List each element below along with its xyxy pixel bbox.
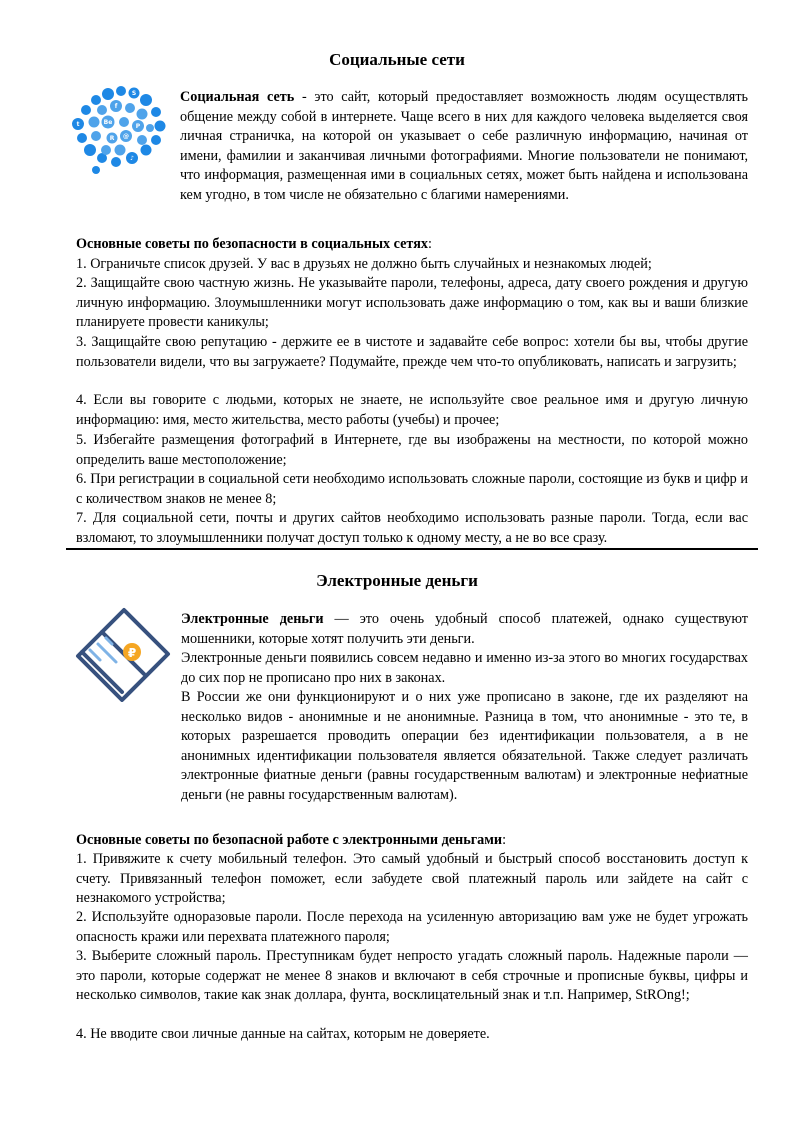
social-tip-5: 5. Избегайте размещения фотографий в Интернете, где вы изображены на местности, по которой можно определить ваше местоположение; — [76, 432, 748, 468]
social-tip-7: 7. Для социальной сети, почты и других сайтов необходимо использовать разные пароли. Тогда, если вас взломают, то злоумышленники получат доступ только к одному месту, а не во все сразу. — [76, 510, 748, 546]
section-divider — [66, 548, 758, 550]
money-intro-text: — это очень удобный способ платежей, однако существуют мошенники, которые хотят получить эти деньги. — [181, 611, 749, 647]
social-intro-term: Социальная сеть — [180, 89, 295, 105]
money-tip-4: 4. Не вводите свои личные данные на сайтах, которым не доверяете. — [76, 1026, 490, 1042]
money-para-2: Электронные деньги появились совсем недавно и именно из-за этого во многих государствах до сих пор не прописано про них в законах. — [181, 650, 748, 686]
money-tips-colon: : — [502, 832, 507, 848]
social-tips-colon: : — [428, 236, 432, 252]
svg-text:₽: ₽ — [127, 646, 137, 660]
social-tips-heading-line — [76, 235, 748, 255]
money-intro — [181, 610, 748, 649]
social-tips-heading: Основные советы по безопасности в социальных сетях — [76, 236, 428, 252]
money-tip-1: 1. Привяжите к счету мобильный телефон. Это самый удобный и быстрый способ восстановить доступ к счету. Привязанный телефон поможет, если забудете свой платежный пароль или зайдете на сайт с незнакомого устройства; — [76, 851, 748, 907]
social-intro-text: - это сайт, который предоставляет возможность людям осуществлять общение между собой в интернете. Чаще всего в них для каждого человека выделяется своя личная страничка, на которой он указывает о себе различную информацию, начиная от имени, фамилии и заканчивая личными фотографиями. Многие пользователи не понимают, что информация, размещенная ими в социальных сетях, может быть найдена и использована кем угодно, в том числе не обязательно с благими намерениями. — [180, 89, 748, 203]
svg-text:P: P — [135, 123, 141, 130]
money-tips-heading: Основные советы по безопасной работе с электронными деньгами — [76, 832, 503, 848]
svg-text:♪: ♪ — [130, 155, 134, 162]
svg-text:S: S — [131, 90, 137, 97]
social-tip-3: 3. Защищайте свою репутацию - держите ее в чистоте и задавайте себе вопрос: хотели бы вы, чтобы другие пользователи видели, что вы загружаете? Подумайте, прежде чем что-то опубликовать, написать и загрузить; — [76, 334, 748, 370]
social-tip-2: 2. Защищайте свою частную жизнь. Не указывайте пароли, телефоны, адреса, дату своего рождения и другую личную информацию. Злоумышленники могут использовать даже информацию о том, как вы и ваши близкие планируете провести каникулы; — [76, 275, 748, 331]
money-tip-3: 3. Выберите сложный пароль. Преступникам будет непросто угадать сложный пароль. Надежные пароли — это пароли, которые содержат не менее 8 знаков и включают в себя строчные и прописные буквы, цифры и несколько символов, такие как знак доллара, фунта, восклицательный знак и т.п. Например, StROng!; — [76, 948, 748, 1004]
social-tip-4: 4. Если вы говорите с людьми, которых не знаете, не используйте свое реальное имя и другую личную информацию: имя, место жительства, место работы (учебы) и прочее; — [76, 392, 748, 428]
electronic-money-card-icon — [72, 604, 172, 702]
money-tip-2: 2. Используйте одноразовые пароли. После перехода на усиленную авторизацию вам уже не будет угрожать опасность кражи или перехвата платежного пароля; — [76, 909, 748, 945]
svg-text:R: R — [109, 135, 115, 142]
svg-text:@: @ — [123, 133, 129, 140]
section-title-social: Социальные сети — [329, 50, 465, 69]
svg-text:t: t — [76, 121, 80, 128]
social-intro — [180, 88, 748, 206]
svg-text:Be: Be — [103, 119, 113, 126]
money-tips-heading-line — [76, 831, 748, 851]
money-para-3: В России же они функционируют и о них уже прописано в законе, где их разделяют на несколько видов - анонимные и не анонимные. Разница в том, что анонимные - это те, в которых разрешается проводить операции без идентификации пользователя, а в не анонимных идентификации пользователя является обязательной. Также следует различать электронные фиатные деньги (равны государственным валютам) и электронные нефиатные деньги (не равны государственным валютам). — [181, 689, 748, 803]
social-tip-6: 6. При регистрации в социальной сети необходимо использовать сложные пароли, состоящие из букв и цифр и с количеством знаков не менее 8; — [76, 471, 748, 507]
social-tip-1: 1. Ограничьте список друзей. У вас в друзьях не должно быть случайных и незнакомых людей; — [76, 256, 652, 272]
money-intro-term: Электронные деньги — [181, 611, 324, 627]
section-title-money: Электронные деньги — [316, 571, 478, 590]
social-network-bubble-icon — [68, 82, 168, 177]
svg-text:f: f — [114, 103, 118, 110]
